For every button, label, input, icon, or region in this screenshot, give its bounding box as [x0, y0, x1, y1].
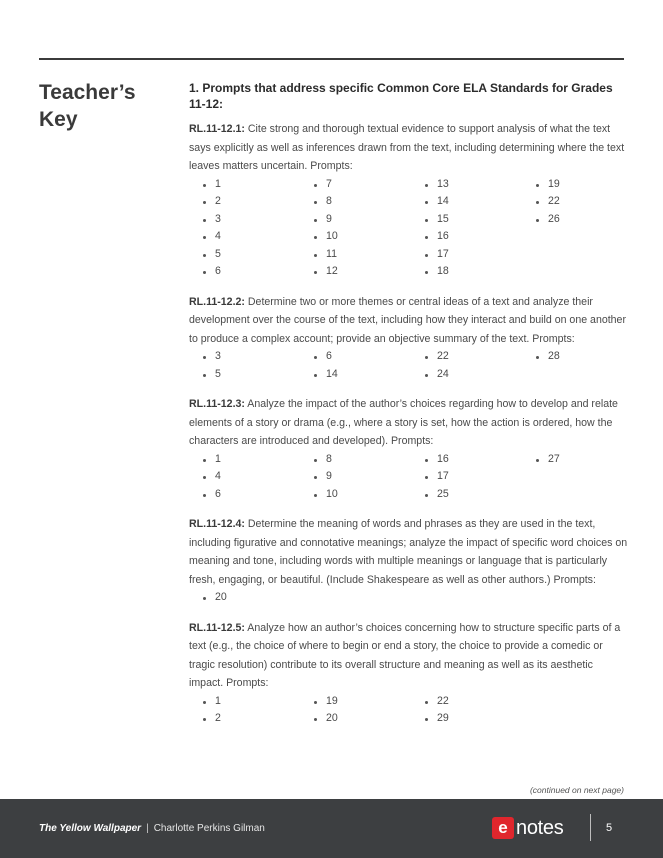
footer-bar — [0, 799, 663, 858]
prompt-item: 17 — [425, 246, 536, 264]
prompt-item: 15 — [425, 211, 536, 229]
prompt-item: 29 — [425, 710, 536, 728]
prompt-item: 3 — [203, 348, 314, 366]
standard-code: RL.11-12.1: — [189, 123, 245, 135]
prompt-item: 13 — [425, 176, 536, 194]
book-title: The Yellow Wallpaper — [39, 823, 142, 834]
standard-text: Determine the meaning of words and phrases as they are used in the text, including figurative and connotative meanings; analyze the impact of specific word choices on meaning and tone, including words with multiple meanings or language that is particularly fresh, engaging, or beautiful. (Include Shakespeare as well as other authors.) Prompts: — [189, 518, 628, 586]
page-number: 5 — [606, 822, 613, 834]
main-content — [189, 80, 629, 740]
prompt-item: 5 — [203, 246, 314, 264]
prompt-item: 6 — [203, 486, 314, 504]
standard-description — [189, 619, 629, 693]
prompt-item: 8 — [314, 193, 425, 211]
sidebar-title: Teacher’s Key — [39, 81, 136, 131]
prompt-item: 5 — [203, 366, 314, 384]
prompt-item: 26 — [536, 211, 647, 229]
prompt-item: 14 — [425, 193, 536, 211]
prompt-list — [189, 348, 629, 383]
standard-description — [189, 293, 629, 349]
continued-note: (continued on next page) — [529, 785, 624, 795]
standard-description — [189, 120, 629, 176]
standard-text: Analyze the impact of the author’s choices regarding how to develop and relate elements of a story or drama (e.g., where a story is set, how the action is ordered, how the characters are introduced and developed). Prompts: — [189, 398, 618, 447]
prompt-item: 20 — [203, 589, 314, 607]
prompt-item: 18 — [425, 263, 536, 281]
standard-code: RL.11-12.2: — [189, 295, 245, 308]
prompt-item: 22 — [425, 693, 536, 711]
prompt-item: 6 — [203, 263, 314, 281]
prompt-list — [189, 176, 629, 281]
enotes-logo-mark: e — [492, 817, 514, 839]
standard-description — [189, 515, 629, 589]
prompt-list — [189, 693, 629, 728]
prompt-item: 28 — [536, 348, 647, 366]
prompt-item: 9 — [314, 468, 425, 486]
section-heading: 1. Prompts that address specific Common Core ELA Standards for Grades 11-12: — [189, 81, 613, 111]
prompt-item: 1 — [203, 176, 314, 194]
prompt-item: 11 — [314, 246, 425, 264]
standard-code: RL.11-12.3: — [189, 398, 245, 410]
prompt-item: 14 — [314, 366, 425, 384]
enotes-logo-word: notes — [516, 816, 564, 839]
prompt-item: 25 — [425, 486, 536, 504]
prompt-item: 10 — [314, 486, 425, 504]
prompt-item: 9 — [314, 211, 425, 229]
standard-text: Analyze how an author’s choices concerning how to structure specific parts of a text (e.g., the choice of where to begin or end a story, the choice to provide a comedic or tragic resolution) contribute to its overall structure and meaning as well as its aesthetic impact. Prompts: — [189, 621, 621, 689]
prompt-item: 7 — [314, 176, 425, 194]
prompt-item: 16 — [425, 228, 536, 246]
prompt-item: 6 — [314, 348, 425, 366]
prompt-item: 4 — [203, 228, 314, 246]
footer-separator: | — [146, 823, 149, 834]
header-rule — [39, 58, 624, 60]
prompt-list — [189, 451, 629, 504]
prompt-item: 27 — [536, 451, 647, 469]
standards-list — [189, 120, 629, 728]
prompt-item: 8 — [314, 451, 425, 469]
prompt-item: 20 — [314, 710, 425, 728]
prompt-item: 12 — [314, 263, 425, 281]
prompt-item: 1 — [203, 693, 314, 711]
prompt-item: 22 — [536, 193, 647, 211]
footer-book-info — [39, 823, 265, 834]
prompt-item: 19 — [536, 176, 647, 194]
prompt-list — [189, 589, 629, 607]
standard-code: RL.11-12.4: — [189, 518, 245, 530]
book-author: Charlotte Perkins Gilman — [153, 823, 265, 834]
standard-text: Determine two or more themes or central ideas of a text and analyze their development over the course of the text, including how they interact and build on one another to produce a complex account; provide an objective summary of the text. Prompts: — [189, 295, 626, 345]
prompt-item: 2 — [203, 710, 314, 728]
prompt-item: 17 — [425, 468, 536, 486]
prompt-item: 4 — [203, 468, 314, 486]
prompt-item: 19 — [314, 693, 425, 711]
enotes-logo — [492, 816, 563, 840]
prompt-item: 1 — [203, 451, 314, 469]
prompt-item: 3 — [203, 211, 314, 229]
prompt-item: 24 — [425, 366, 536, 384]
standard-description — [189, 395, 629, 451]
prompt-item: 10 — [314, 228, 425, 246]
standard-text: Cite strong and thorough textual evidence to support analysis of what the text says explicitly as well as inferences drawn from the text, including determining where the text leaves matters uncertain. Prompts: — [189, 123, 625, 172]
standard-code: RL.11-12.5: — [189, 621, 245, 634]
footer-divider — [590, 814, 591, 841]
prompt-item: 16 — [425, 451, 536, 469]
prompt-item: 2 — [203, 193, 314, 211]
prompt-item: 22 — [425, 348, 536, 366]
